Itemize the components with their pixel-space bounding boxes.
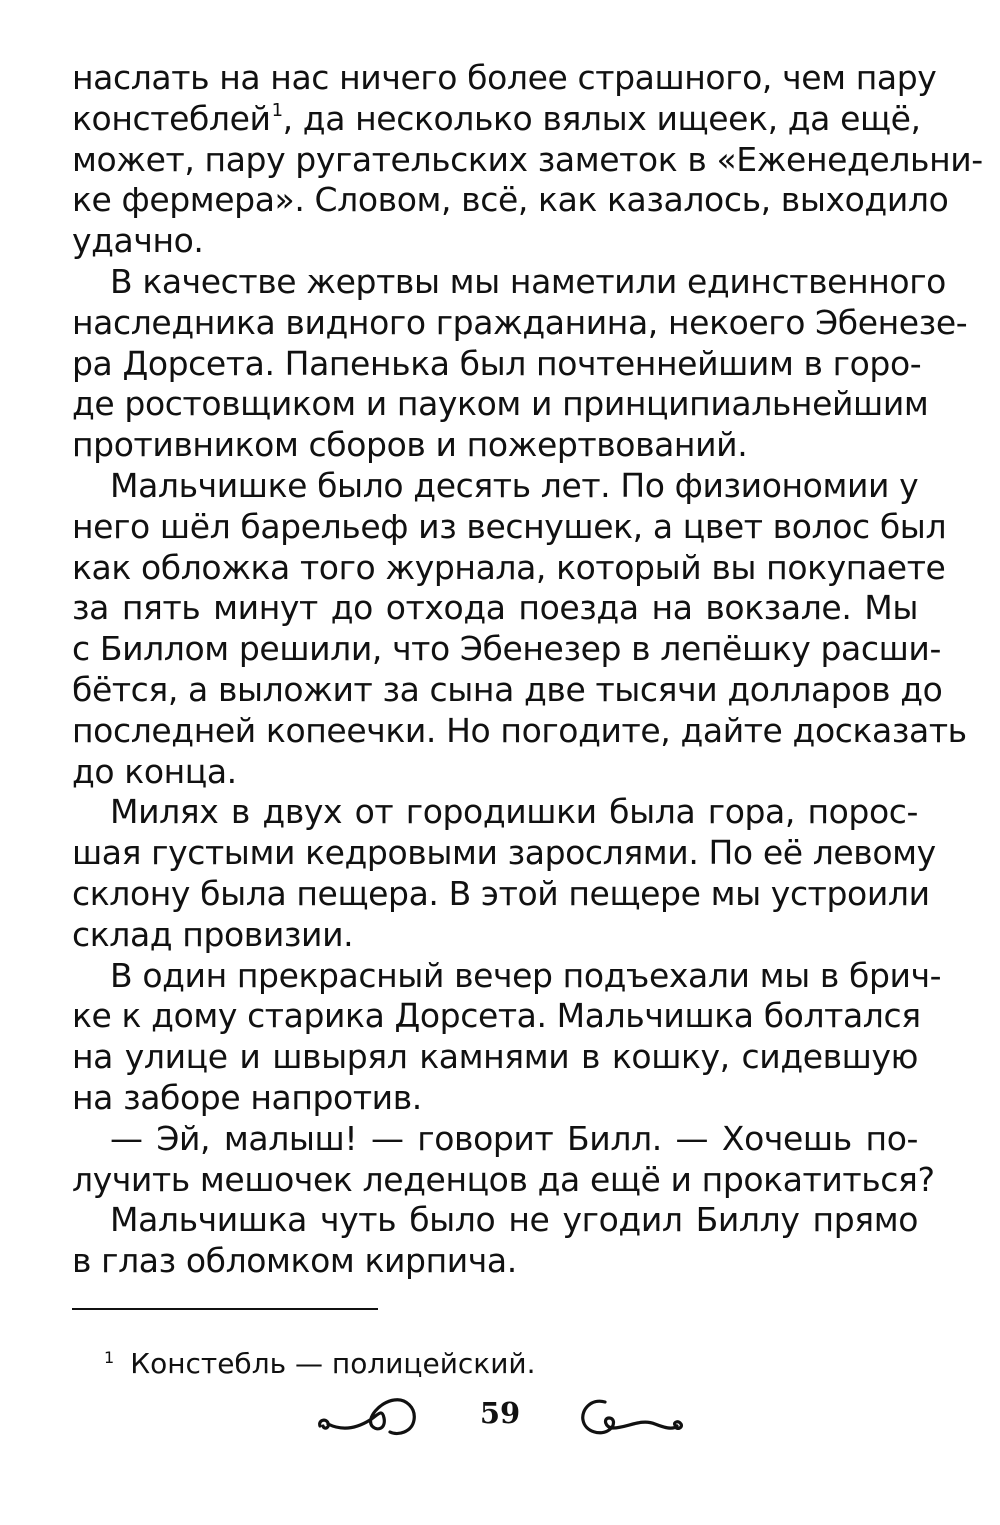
footnote — [104, 1340, 536, 1382]
paragraph — [72, 1200, 918, 1282]
text-line: склону была пещера. В этой пещере мы устроили — [72, 873, 930, 913]
text-line: противником сборов и пожертвований. — [72, 425, 748, 465]
page-footer — [0, 1388, 1000, 1448]
text-line: В качестве жертвы мы наметили единственного — [110, 261, 946, 301]
text-line: наслать на нас ничего более страшного, чем пару — [72, 58, 937, 97]
text-fragment: , да несколько вялых ищеек, да ещё, — [282, 98, 921, 138]
paragraph — [72, 261, 968, 466]
text-line: — Эй, малыш! — говорит Билл. — Хочешь по- — [110, 1118, 918, 1158]
text-line: как обложка того журнала, который вы покупаете — [72, 547, 946, 587]
text-line: ра Дорсета. Папенька был почтеннейшим в горо- — [72, 343, 922, 383]
text-line: Мальчишка чуть было не угодил Биллу прямо — [110, 1200, 918, 1240]
text-line: последней копеечки. Но погодите, дайте досказать — [72, 710, 967, 750]
text-line: ке фермера». Словом, всё, как казалось, выходило — [72, 180, 949, 220]
text-line: наследника видного гражданина, некоего Эбенезе- — [72, 302, 968, 342]
footnote-divider — [72, 1308, 378, 1310]
text-line: шая густыми кедровыми зарослями. По её левому — [72, 833, 936, 873]
text-line: склад провизии. — [72, 914, 354, 954]
flourish-right-icon — [575, 1388, 687, 1444]
text-line: ке к дому старика Дорсета. Мальчишка болтался — [72, 996, 921, 1036]
text-line: с Биллом решили, что Эбенезер в лепёшку расши- — [72, 629, 941, 669]
text-line: может, пару ругательских заметок в «Еженедельни- — [72, 139, 983, 179]
flourish-left-icon — [314, 1388, 426, 1444]
footnote-reference[interactable]: 1 — [271, 99, 283, 121]
text-line: на улице и швырял камнями в кошку, сидевшую — [72, 1037, 918, 1077]
paragraph — [72, 58, 983, 262]
text-line: бётся, а выложит за сына две тысячи долларов до — [72, 669, 943, 709]
text-line: удачно. — [72, 221, 204, 261]
text-line-with-footnote — [72, 98, 921, 140]
text-line: де ростовщиком и пауком и принципиальнейшим — [72, 384, 929, 424]
paragraph — [72, 465, 967, 792]
text-line: за пять минут до отхода поезда на вокзале. Мы — [72, 588, 918, 628]
footnote-text: Констебль — полицейский. — [130, 1347, 536, 1380]
text-line: Милях в двух от городишки была гора, порос- — [110, 792, 918, 832]
paragraph — [72, 792, 936, 955]
text-line: Мальчишке было десять лет. По физиономии у — [110, 465, 919, 505]
text-line: на заборе напротив. — [72, 1077, 422, 1117]
text-line: до конца. — [72, 751, 237, 791]
text-fragment: констеблей — [72, 98, 271, 138]
text-line: него шёл барельеф из веснушек, а цвет волос был — [72, 506, 947, 546]
paragraph — [72, 955, 942, 1119]
text-line: лучить мешочек леденцов да ещё и прокатиться? — [72, 1159, 935, 1199]
text-line: В один прекрасный вечер подъехали мы в брич- — [110, 955, 942, 995]
page-body — [72, 58, 983, 1282]
footnote-marker: 1 — [104, 1348, 115, 1367]
text-line: в глаз обломком кирпича. — [72, 1241, 517, 1281]
paragraph — [72, 1118, 935, 1201]
page-number: 59 — [479, 1396, 521, 1430]
